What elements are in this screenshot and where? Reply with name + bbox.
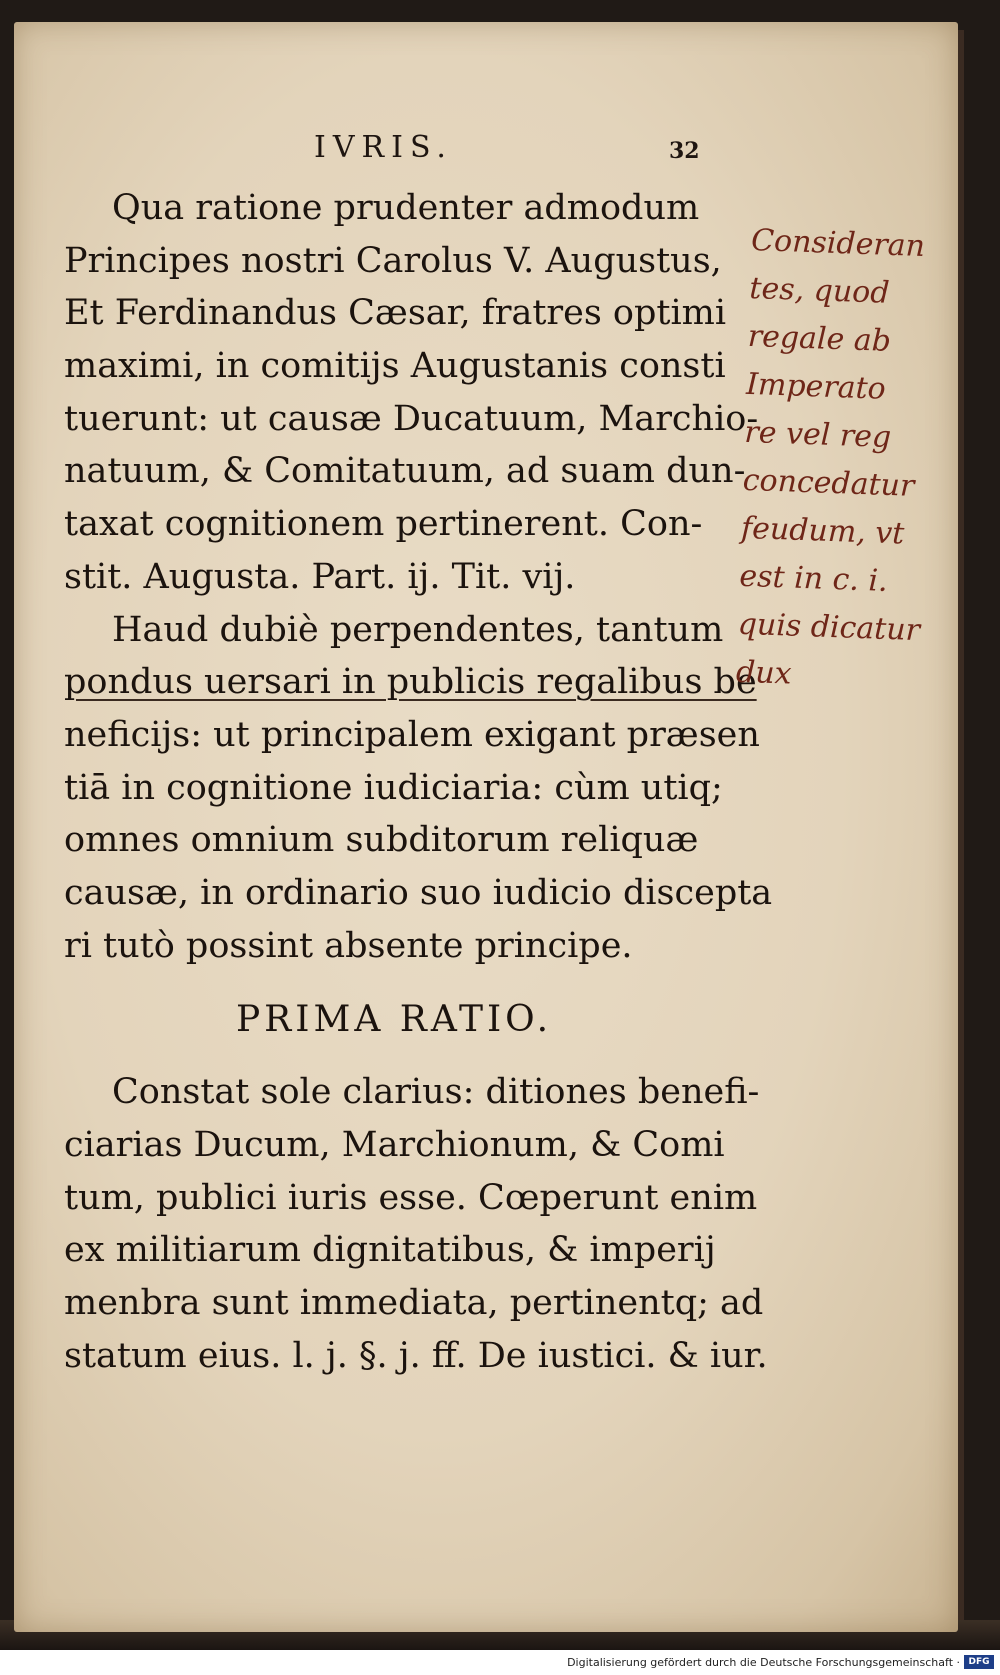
- paragraph-1: [64, 182, 759, 604]
- note-line: feudum, vt: [740, 510, 905, 552]
- handwritten-margin-note: [735, 217, 972, 704]
- text-line: Qua ratione prudenter admodum: [112, 188, 700, 228]
- text-line: stit. Augusta. Part. ij. Tit. vij.: [64, 556, 576, 597]
- note-line: regale ab: [747, 318, 892, 359]
- text-line: ri tutò possint absente principe.: [64, 925, 633, 966]
- section-heading: PRIMA RATIO.: [235, 999, 553, 1041]
- text-line: ciarias Ducum, Marchionum, & Comi: [64, 1125, 725, 1165]
- paragraph-3: [64, 1066, 768, 1382]
- text-line: tuerunt: ut causæ Ducatuum, Marchio-: [64, 398, 759, 439]
- dfg-logo-icon: DFG: [964, 1655, 994, 1669]
- text-line: taxat cognitionem pertinerent. Con-: [64, 504, 703, 545]
- text-line: statum eius. l. j. §. j. ff. De iustici. & iur.: [64, 1335, 768, 1376]
- text-line: menbra sunt immediata, pertinentq; ad: [64, 1283, 764, 1324]
- note-line: re vel reg: [743, 414, 892, 455]
- note-line: Consideran: [750, 222, 926, 265]
- text-line: neficijs: ut principalem exigant præsen: [64, 714, 760, 755]
- digitization-footer: [0, 1650, 1000, 1675]
- note-line: Imperato: [745, 366, 887, 407]
- note-line: concedatur: [742, 462, 915, 504]
- text-line: Et Ferdinandus Cæsar, fratres optimi: [64, 293, 727, 334]
- running-head: IVRIS.: [314, 130, 453, 165]
- footer-credit: Digitalisierung gefördert durch die Deutsche Forschungsgemeinschaft ·: [567, 1656, 960, 1669]
- text-line-underlined: pondus uersari in publicis regalibus be: [64, 662, 757, 703]
- text-line: natuum, & Comitatuum, ad suam dun-: [64, 451, 746, 492]
- text-line: ex militiarum dignitatibus, & imperij: [64, 1230, 716, 1271]
- text-line: tiā in cognitione iudiciaria: cùm utiq;: [64, 767, 723, 808]
- note-line: tes, quod: [748, 270, 891, 311]
- text-line: Haud dubiè perpendentes, tantum: [112, 609, 724, 650]
- page-header: [14, 130, 958, 170]
- text-line: tum, publici iuris esse. Cœperunt enim: [64, 1177, 758, 1218]
- note-line: quis dicatur: [737, 606, 921, 649]
- text-line: Principes nostri Carolus V. Augustus,: [64, 240, 722, 281]
- text-line: Constat sole clarius: ditiones benefi-: [112, 1072, 760, 1113]
- book-page: [14, 22, 958, 1632]
- note-line: dux: [735, 654, 793, 692]
- page-number: 32: [669, 138, 700, 164]
- note-line: est in c. i.: [738, 558, 889, 599]
- text-line: omnes omnium subditorum reliquæ: [64, 820, 699, 861]
- text-line: causæ, in ordinario suo iudicio discepta: [64, 872, 773, 913]
- text-line: maximi, in comitijs Augustanis consti: [64, 346, 726, 387]
